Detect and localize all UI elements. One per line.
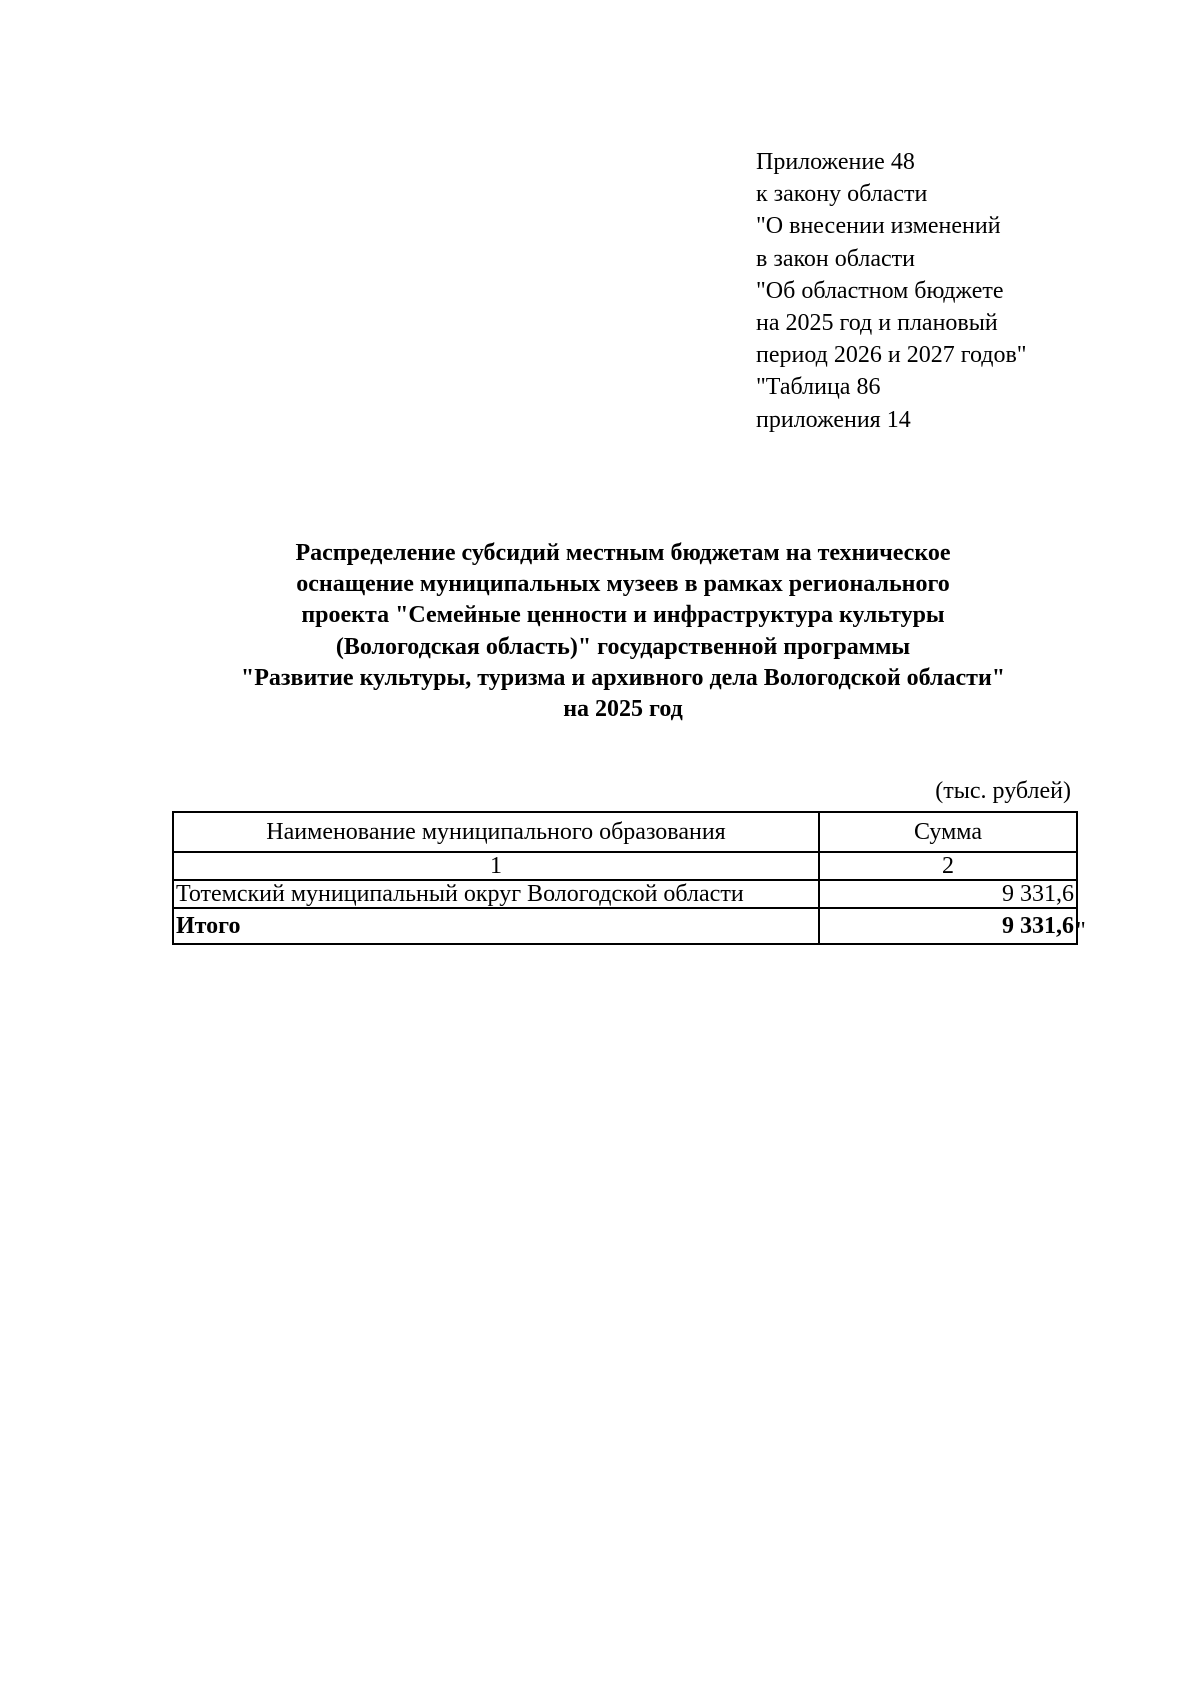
title-line: "Развитие культуры, туризма и архивного дела Вологодской области" xyxy=(240,664,1006,691)
header-municipality: Наименование муниципального образования xyxy=(173,812,819,852)
annex-line: Приложение 48 xyxy=(756,149,915,175)
title-line: проекта "Семейные ценности и инфраструктура культуры xyxy=(301,602,945,629)
annex-line: приложения 14 xyxy=(756,406,911,433)
municipality-name: Тотемский муниципальный округ Вологодской области xyxy=(173,880,819,908)
total-label: Итого xyxy=(173,908,819,944)
table-row xyxy=(173,880,1077,908)
annex-line: на 2025 год и плановый xyxy=(756,310,998,337)
annex-line: к закону области xyxy=(756,181,928,208)
document-title xyxy=(150,538,1096,725)
title-line: Распределение субсидий местным бюджетам на техническое xyxy=(295,540,951,566)
title-line: (Вологодская область)" государственной программы xyxy=(335,633,911,660)
annex-reference xyxy=(756,146,1027,436)
annex-line: "О внесении изменений xyxy=(756,213,1001,240)
total-amount: 9 331,6 xyxy=(819,908,1077,944)
total-row xyxy=(173,908,1077,944)
subsidy-amount: 9 331,6 xyxy=(819,880,1077,908)
column-number: 2 xyxy=(819,852,1077,880)
title-line: на 2025 год xyxy=(563,696,683,723)
closing-quote: " xyxy=(1076,918,1086,944)
title-line: оснащение муниципальных музеев в рамках регионального xyxy=(296,571,950,598)
unit-label: (тыс. рублей) xyxy=(935,778,1071,804)
column-number: 1 xyxy=(173,852,819,880)
annex-line: в закон области xyxy=(756,245,915,272)
subsidy-table xyxy=(172,811,1078,945)
annex-line: период 2026 и 2027 годов" xyxy=(756,342,1027,369)
column-number-row xyxy=(173,852,1077,880)
header-amount: Сумма xyxy=(819,812,1077,852)
table-header-row xyxy=(173,812,1077,852)
annex-line: "Об областном бюджете xyxy=(756,277,1004,304)
annex-line: "Таблица 86 xyxy=(756,374,881,401)
